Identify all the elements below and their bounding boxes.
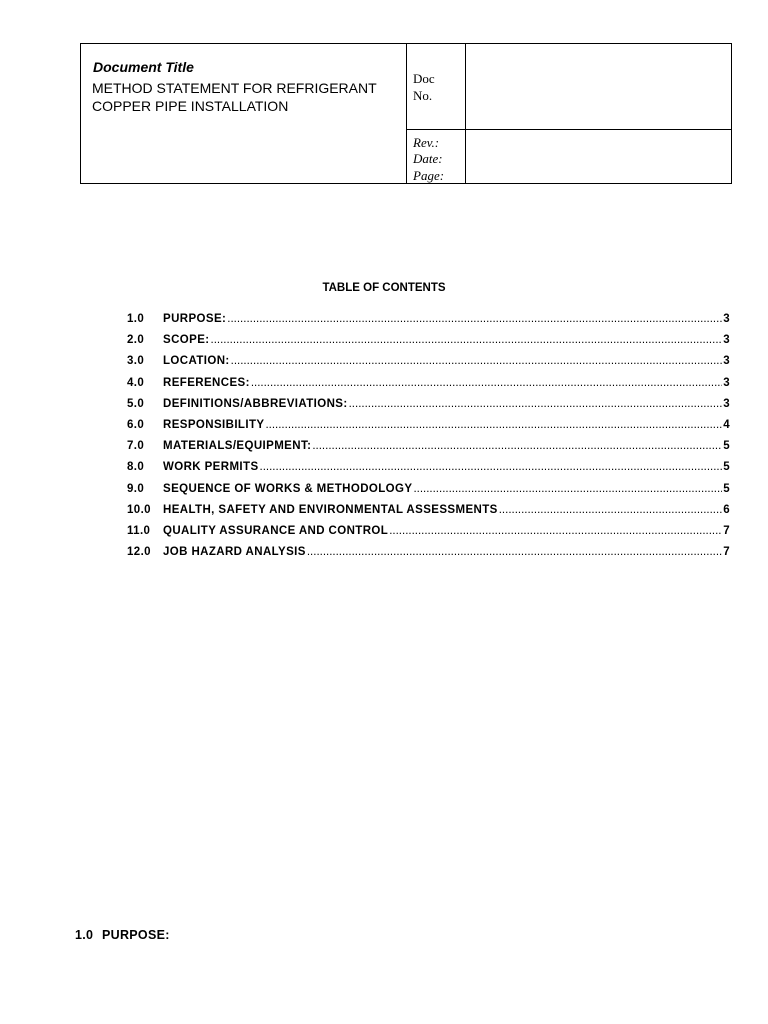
labels-column: [407, 44, 466, 183]
toc-entry-page: 7: [723, 524, 730, 537]
toc-entry[interactable]: [127, 525, 730, 546]
toc-entry-page: 3: [723, 313, 730, 325]
toc-entry-label: RESPONSIBILITY: [163, 418, 265, 431]
toc-entry-page: 3: [723, 397, 730, 410]
toc-entry-page: 3: [723, 355, 730, 368]
toc-dot-leader: [312, 440, 722, 452]
doc-no-label: No.: [413, 88, 433, 103]
document-title-label: Document Title: [93, 59, 194, 75]
toc-entry[interactable]: [127, 313, 730, 334]
toc-dot-leader: [260, 461, 723, 473]
toc-entry-page: 3: [723, 334, 730, 347]
toc-entry-number: 9.0: [127, 482, 145, 495]
toc-title: TABLE OF CONTENTS: [322, 282, 446, 294]
toc-dot-leader: [349, 398, 723, 410]
toc-entry-page: 5: [723, 440, 730, 453]
toc-entry[interactable]: [127, 355, 730, 376]
toc-entry-label: LOCATION:: [163, 355, 230, 368]
toc-entry-page: 6: [723, 503, 730, 516]
toc-entry-label: HEALTH, SAFETY AND ENVIRONMENTAL ASSESSMENTS: [163, 503, 498, 516]
toc-entry-page: 4: [723, 418, 730, 431]
toc-dot-leader: [499, 504, 722, 516]
toc-entry[interactable]: [127, 461, 730, 482]
table-of-contents: [127, 313, 730, 567]
toc-entry-label: WORK PERMITS: [163, 461, 259, 474]
section-number: 1.0: [75, 928, 94, 942]
section-title: PURPOSE:: [102, 928, 170, 942]
toc-entry[interactable]: [127, 419, 730, 440]
toc-entry-number: 4.0: [127, 376, 145, 389]
toc-entry-page: 5: [723, 461, 730, 474]
title-cell: [81, 44, 407, 183]
section-heading: [75, 928, 170, 942]
date-label: Date:: [413, 151, 443, 166]
toc-entry-page: 3: [723, 376, 730, 389]
page-label: Page:: [413, 168, 445, 183]
toc-entry-label: DEFINITIONS/ABBREVIATIONS:: [163, 397, 348, 410]
toc-entry[interactable]: [127, 546, 730, 567]
toc-entry-label: JOB HAZARD ANALYSIS: [163, 546, 306, 559]
toc-entry-number: 8.0: [127, 461, 145, 474]
toc-entry[interactable]: [127, 504, 730, 525]
toc-entry-label: SEQUENCE OF WORKS & METHODOLOGY: [163, 482, 413, 495]
toc-entry[interactable]: [127, 334, 730, 355]
document-title: METHOD STATEMENT FOR REFRIGERANT COPPER PIPE INSTALLATION: [92, 80, 377, 114]
toc-dot-leader: [265, 419, 722, 431]
toc-entry-label: SCOPE:: [163, 334, 210, 347]
toc-entry-number: 6.0: [127, 418, 145, 431]
toc-dot-leader: [227, 313, 722, 325]
toc-entry-label: MATERIALS/EQUIPMENT:: [163, 440, 312, 453]
toc-dot-leader: [389, 525, 722, 537]
toc-entry[interactable]: [127, 398, 730, 419]
toc-entry-label: REFERENCES:: [163, 376, 250, 389]
toc-entry-page: 5: [723, 482, 730, 495]
toc-dot-leader: [307, 546, 722, 558]
toc-entry-number: 5.0: [127, 397, 145, 410]
toc-entry-number: 3.0: [127, 355, 145, 368]
toc-entry-number: 10.0: [127, 503, 151, 516]
toc-entry[interactable]: [127, 440, 730, 461]
toc-entry-number: 12.0: [127, 546, 151, 559]
toc-entry-number: 2.0: [127, 334, 145, 347]
toc-entry-number: 11.0: [127, 524, 151, 537]
toc-dot-leader: [211, 334, 723, 346]
rev-label: Rev.:: [413, 135, 440, 150]
toc-entry[interactable]: [127, 377, 730, 398]
toc-entry-number: 7.0: [127, 440, 145, 453]
toc-entry-label: PURPOSE:: [163, 313, 227, 325]
header-divider: [407, 129, 731, 130]
toc-entry-page: 7: [723, 546, 730, 559]
toc-dot-leader: [231, 355, 723, 367]
toc-entry-number: 1.0: [127, 313, 145, 325]
toc-entry[interactable]: [127, 483, 730, 504]
doc-label-line1: Doc: [413, 71, 435, 86]
toc-dot-leader: [251, 377, 722, 389]
toc-entry-label: QUALITY ASSURANCE AND CONTROL: [163, 524, 389, 537]
toc-dot-leader: [413, 483, 722, 495]
values-column: [466, 44, 731, 183]
document-header-table: [80, 43, 732, 184]
